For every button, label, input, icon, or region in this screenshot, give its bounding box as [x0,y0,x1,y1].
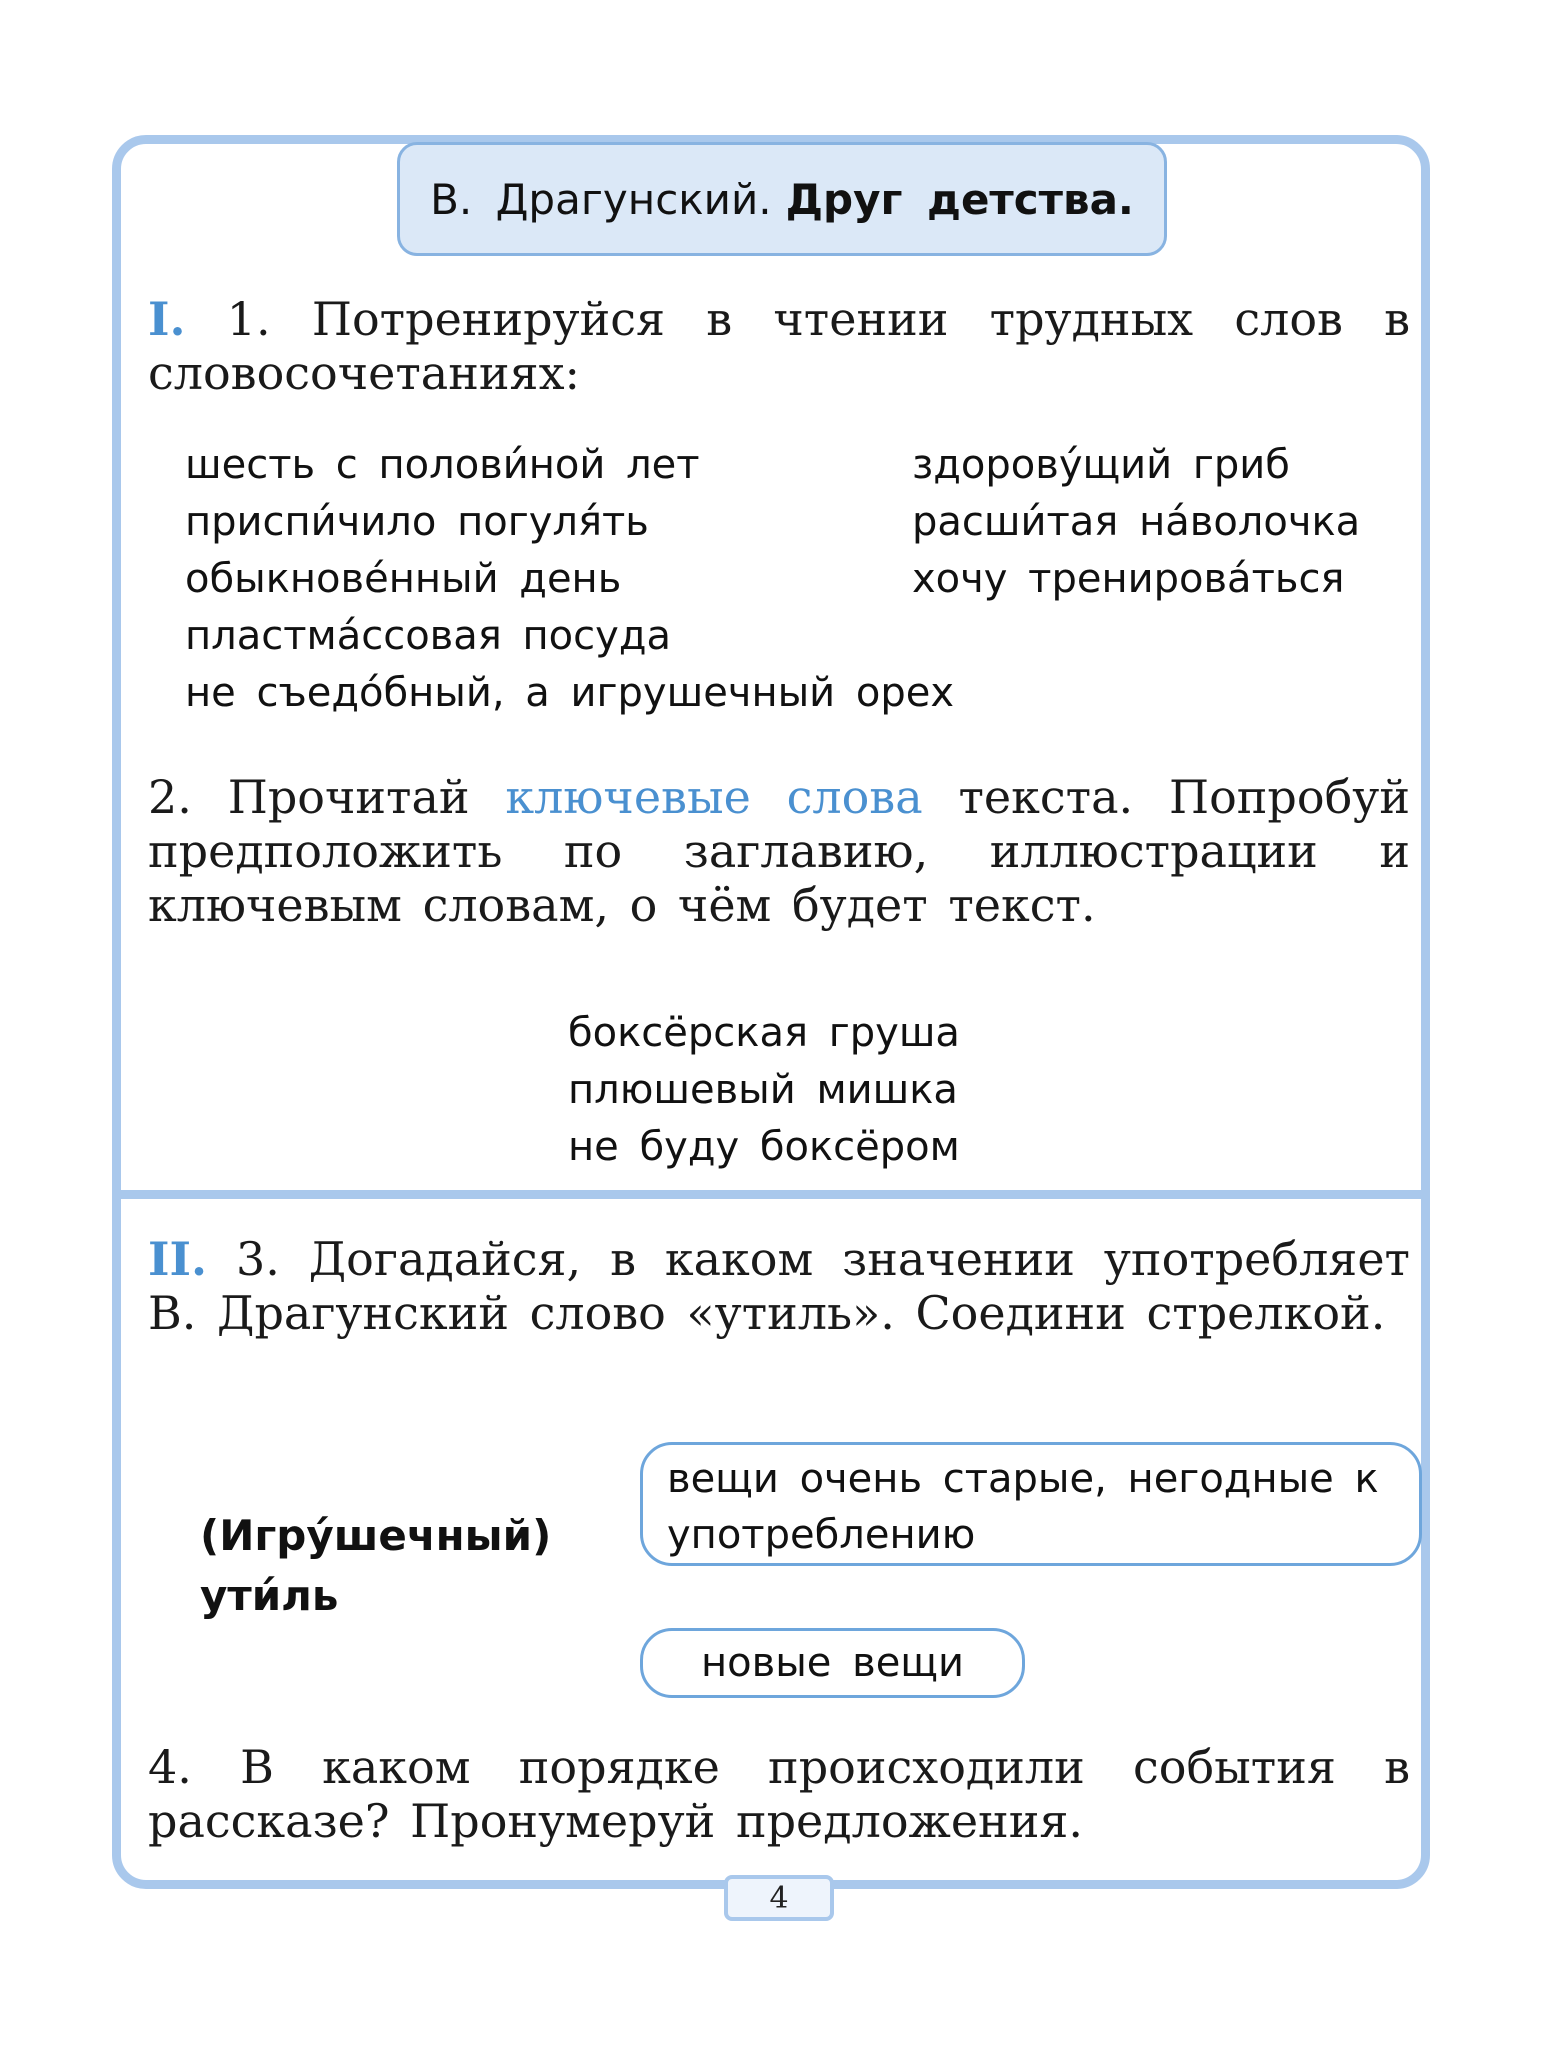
phrase-item: пластма́ссовая посуда [185,613,671,659]
phrases-right [912,437,1360,608]
task-1 [148,292,1410,400]
task-3-text: 3. Догадайся, в каком значении употребляет В. Драгунский слово «утиль». Соедини стрелкой. [148,1232,1411,1340]
task-2-key-words: ключевые слова [505,770,923,824]
task-4 [148,1740,1410,1848]
option-2-box[interactable] [640,1628,1025,1698]
option-1-box[interactable] [640,1442,1422,1566]
keyword-item: плюшевый мишка [568,1067,958,1113]
phrase-item: обыкнове́нный день [185,556,622,602]
task-2-end: текста. Попробуй предположить по заглавию, иллюстрации и ключевым словам, о чём будет текст. [148,770,1410,932]
title-box [397,142,1167,256]
keyword-item: не буду боксёром [568,1124,960,1170]
title-story: Друг детства. [785,174,1134,224]
phrase-item: здорову́щий гриб [912,442,1290,488]
keyword-item: боксёрская груша [568,1010,960,1056]
option-2-text: новые вещи [701,1640,964,1686]
task-4-text: 4. В каком порядке происходили события в рассказе? Пронумеруй предложения. [148,1740,1410,1848]
phrase-item: приспи́чило погуля́ть [185,499,649,545]
page-number: 4 [724,1875,834,1921]
task-1-text: 1. Потренируйся в чтении трудных слов в словосочетаниях: [148,292,1411,400]
section-divider [112,1190,1430,1199]
option-1-text: вещи очень старые, негодные к употреблению [667,1456,1379,1558]
task-2-start: 2. Прочитай [148,770,506,824]
roman-numeral-1: I. [148,292,186,346]
phrase-item: не съедо́бный, а игрушечный орех [185,670,955,716]
phrase-item: хочу тренирова́ться [912,556,1345,602]
task-2 [148,770,1410,932]
term-line-2: ути́ль [200,1571,339,1620]
task-3 [148,1232,1410,1340]
term [200,1506,551,1626]
title-author: В. Драгунский. [430,174,772,224]
phrase-item: расши́тая на́волочка [912,499,1361,545]
keywords-list [568,1005,960,1176]
phrases-left [185,437,954,722]
phrase-item: шесть с полови́ной лет [185,442,700,488]
term-line-1: (Игру́шечный) [200,1511,552,1560]
roman-numeral-2: II. [148,1232,208,1286]
